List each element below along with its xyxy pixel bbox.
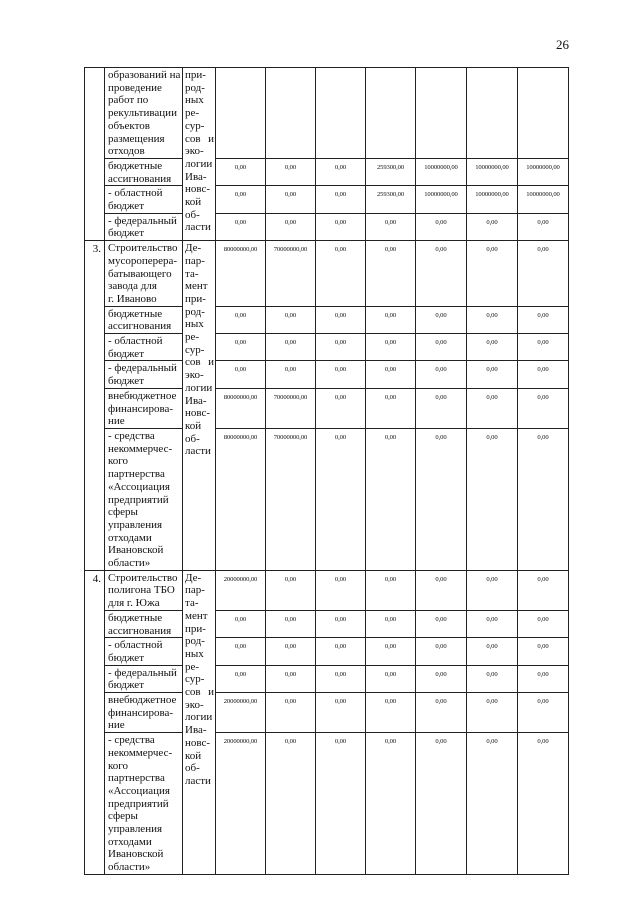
amount-cell (216, 68, 266, 159)
measure-name-cell (105, 186, 183, 213)
amount-cell: 0,00 (316, 428, 366, 570)
measure-name-cell (105, 388, 183, 428)
amount-cell: 0,00 (316, 610, 366, 637)
amount-cell: 0,00 (366, 610, 416, 637)
measure-name-line: бюджетные (108, 307, 163, 320)
amount-cell: 0,00 (467, 334, 518, 361)
amount-cell: 0,00 (467, 570, 518, 610)
amount-cell: 0,00 (316, 306, 366, 333)
amount-cell: 0,00 (366, 733, 416, 875)
amount-cell: 0,00 (366, 241, 416, 307)
measure-name-cell (105, 610, 183, 637)
measure-name-line: для г. Южа (108, 597, 160, 610)
measure-name-line: бюджетные (108, 159, 163, 172)
measure-name-line: - федеральный (108, 362, 177, 375)
measure-name-line: бюджет (108, 227, 144, 240)
amount-cell: 0,00 (366, 388, 416, 428)
executor-line: род- (185, 635, 205, 648)
amount-cell: 0,00 (518, 693, 569, 733)
amount-cell: 0,00 (316, 388, 366, 428)
amount-cell: 0,00 (467, 306, 518, 333)
executor-line: новс- (185, 736, 211, 749)
table-row (85, 158, 569, 185)
executor-line: мент (185, 280, 208, 293)
measure-name-line: рекультивации (108, 107, 177, 120)
amount-cell: 0,00 (416, 693, 467, 733)
amount-cell: 0,00 (518, 361, 569, 388)
executor-line: при- (185, 69, 206, 81)
amount-cell: 0,00 (266, 306, 316, 333)
amount-cell: 0,00 (366, 361, 416, 388)
amount-cell (518, 68, 569, 159)
measure-name-line: сферы (108, 810, 138, 823)
amount-cell: 0,00 (266, 361, 316, 388)
measure-name-line: Строительство (108, 571, 178, 584)
amount-cell: 0,00 (467, 213, 518, 240)
measure-name-line: ассигнования (108, 624, 172, 637)
measure-name-line: некоммерчес- (108, 442, 173, 455)
amount-cell: 259300,00 (366, 186, 416, 213)
amount-cell: 0,00 (416, 306, 467, 333)
executor-line: род- (185, 305, 205, 318)
measure-name-line: сферы (108, 506, 138, 519)
measure-name-cell (105, 638, 183, 665)
measure-name-line: отходами (108, 531, 152, 544)
measure-name-line: кого (108, 455, 129, 468)
amount-cell: 0,00 (416, 570, 467, 610)
amount-cell: 0,00 (366, 638, 416, 665)
table-row (85, 693, 569, 733)
measure-name-line: - областной (108, 335, 163, 348)
budget-table (84, 67, 569, 875)
executor-cell (183, 68, 216, 241)
amount-cell (467, 68, 518, 159)
executor-line: Ива- (185, 724, 207, 737)
executor-line: логии (185, 711, 213, 724)
amount-cell: 0,00 (316, 693, 366, 733)
amount-cell: 0,00 (266, 610, 316, 637)
amount-cell (316, 68, 366, 159)
amount-cell: 0,00 (467, 610, 518, 637)
measure-name-line: внебюджетное (108, 694, 177, 707)
executor-cell (183, 241, 216, 571)
measure-name-line: «Ассоциация (108, 784, 170, 797)
table-row (85, 570, 569, 610)
measure-name-line: отходов (108, 145, 145, 158)
executor-line: ре- (185, 331, 200, 344)
measure-name-cell (105, 733, 183, 875)
measure-name-line: - областной (108, 187, 163, 200)
measure-name-line: финансирова- (108, 402, 174, 415)
measure-name-line: финансирова- (108, 706, 174, 719)
amount-cell: 0,00 (518, 570, 569, 610)
amount-cell: 0,00 (467, 733, 518, 875)
executor-line: род- (185, 81, 205, 94)
measure-name-line: партнерства (108, 468, 165, 481)
amount-cell: 0,00 (518, 241, 569, 307)
measure-name-cell (105, 428, 183, 570)
table-row (85, 306, 569, 333)
measure-name-line: предприятий (108, 493, 169, 506)
amount-cell: 20000000,00 (216, 733, 266, 875)
amount-cell: 0,00 (216, 158, 266, 185)
measure-name-line: ассигнования (108, 320, 172, 333)
amount-cell: 0,00 (518, 213, 569, 240)
measure-name-line: работ по (108, 94, 149, 107)
measure-name-line: Строительство (108, 242, 178, 255)
amount-cell: 10000000,00 (518, 186, 569, 213)
amount-cell: 0,00 (266, 733, 316, 875)
measure-name-cell (105, 570, 183, 610)
measure-name-line: некоммерчес- (108, 746, 173, 759)
amount-cell: 0,00 (266, 638, 316, 665)
measure-name-line: объектов (108, 119, 150, 132)
amount-cell: 0,00 (416, 638, 467, 665)
table-row (85, 665, 569, 692)
executor-line: логии (185, 157, 213, 170)
measure-name-line: ассигнования (108, 172, 172, 185)
measure-name-line: завода для (108, 280, 157, 293)
amount-cell: 0,00 (416, 388, 467, 428)
measure-name-line: партнерства (108, 772, 165, 785)
amount-cell: 0,00 (416, 665, 467, 692)
executor-line: об- (185, 208, 200, 221)
executor-line: пар- (185, 584, 205, 597)
row-number-cell: 3. (85, 241, 105, 571)
amount-cell: 0,00 (366, 213, 416, 240)
executor-line: при- (185, 622, 206, 635)
measure-name-line: кого (108, 759, 129, 772)
measure-name-line: предприятий (108, 797, 169, 810)
amount-cell: 0,00 (216, 638, 266, 665)
amount-cell: 80000000,00 (216, 388, 266, 428)
amount-cell: 0,00 (266, 570, 316, 610)
table-row (85, 610, 569, 637)
amount-cell: 0,00 (316, 665, 366, 692)
measure-name-line: управления (108, 823, 163, 836)
executor-line: ных (185, 94, 204, 107)
executor-line: эко- (185, 369, 204, 382)
amount-cell: 80000000,00 (216, 428, 266, 570)
measure-name-line: области» (108, 557, 151, 570)
measure-name-line: бюджет (108, 200, 144, 213)
executor-line: Де- (185, 242, 202, 255)
measure-name-line: бюджет (108, 679, 144, 692)
amount-cell: 0,00 (216, 361, 266, 388)
measure-name-cell (105, 665, 183, 692)
row-number-cell: 4. (85, 570, 105, 874)
measure-name-line: управления (108, 518, 163, 531)
amount-cell: 0,00 (266, 213, 316, 240)
amount-cell: 0,00 (518, 610, 569, 637)
amount-cell: 0,00 (467, 388, 518, 428)
amount-cell: 0,00 (416, 334, 467, 361)
table-row (85, 428, 569, 570)
amount-cell: 0,00 (216, 334, 266, 361)
executor-line: новс- (185, 183, 211, 196)
executor-line: ласти (185, 445, 211, 458)
amount-cell: 0,00 (316, 241, 366, 307)
amount-cell: 0,00 (366, 428, 416, 570)
measure-name-cell (105, 306, 183, 333)
amount-cell: 0,00 (518, 733, 569, 875)
measure-name-line: «Ассоциация (108, 480, 170, 493)
executor-line: сур- (185, 119, 205, 132)
executor-line: кой (185, 419, 202, 432)
amount-cell: 0,00 (467, 428, 518, 570)
amount-cell: 0,00 (518, 334, 569, 361)
executor-line: сов и (185, 686, 214, 699)
amount-cell: 10000000,00 (467, 158, 518, 185)
measure-name-line: образований на (108, 69, 181, 81)
measure-name-line: Ивановской (108, 544, 164, 557)
table-row (85, 388, 569, 428)
measure-name-line: области» (108, 861, 151, 874)
table-row (85, 186, 569, 213)
amount-cell: 0,00 (216, 186, 266, 213)
measure-name-line: г. Иваново (108, 292, 157, 305)
amount-cell: 0,00 (416, 361, 467, 388)
executor-line: ласти (185, 774, 211, 787)
amount-cell: 0,00 (467, 241, 518, 307)
measure-name-line: отходами (108, 835, 152, 848)
measure-name-cell (105, 68, 183, 159)
executor-cell (183, 570, 216, 874)
executor-line: ласти (185, 221, 211, 234)
amount-cell: 0,00 (216, 610, 266, 637)
amount-cell: 80000000,00 (216, 241, 266, 307)
amount-cell: 0,00 (518, 306, 569, 333)
amount-cell: 0,00 (518, 388, 569, 428)
measure-name-cell (105, 361, 183, 388)
measure-name-cell (105, 334, 183, 361)
amount-cell: 0,00 (266, 158, 316, 185)
executor-line: кой (185, 749, 202, 762)
amount-cell: 0,00 (366, 334, 416, 361)
amount-cell: 0,00 (416, 733, 467, 875)
amount-cell: 10000000,00 (467, 186, 518, 213)
amount-cell: 0,00 (316, 213, 366, 240)
amount-cell: 0,00 (467, 361, 518, 388)
executor-line: ре- (185, 107, 200, 120)
executor-line: Ива- (185, 394, 207, 407)
executor-line: ных (185, 318, 204, 331)
measure-name-line: - средства (108, 429, 155, 442)
table-row (85, 241, 569, 307)
amount-cell: 0,00 (316, 570, 366, 610)
amount-cell (266, 68, 316, 159)
executor-line: при- (185, 292, 206, 305)
executor-line: сур- (185, 343, 205, 356)
measure-name-line: бюджет (108, 651, 144, 664)
measure-name-line: мусороперера- (108, 254, 178, 267)
executor-line: сур- (185, 673, 205, 686)
amount-cell (416, 68, 467, 159)
amount-cell: 0,00 (467, 693, 518, 733)
executor-line: логии (185, 381, 213, 394)
measure-name-line: проведение (108, 81, 162, 94)
amount-cell: 0,00 (266, 186, 316, 213)
table-row (85, 213, 569, 240)
amount-cell: 0,00 (416, 610, 467, 637)
amount-cell: 0,00 (416, 241, 467, 307)
amount-cell: 0,00 (316, 361, 366, 388)
measure-name-line: - областной (108, 639, 163, 652)
amount-cell: 0,00 (316, 334, 366, 361)
executor-line: ных (185, 647, 204, 660)
executor-line: эко- (185, 145, 204, 158)
measure-name-line: батывающего (108, 267, 172, 280)
page-number: 26 (556, 37, 569, 52)
executor-line: новс- (185, 407, 211, 420)
measure-name-cell (105, 158, 183, 185)
amount-cell: 0,00 (416, 428, 467, 570)
executor-line: пар- (185, 254, 205, 267)
amount-cell: 0,00 (216, 306, 266, 333)
amount-cell: 0,00 (366, 665, 416, 692)
measure-name-line: Ивановской (108, 848, 164, 861)
executor-line: та- (185, 267, 199, 280)
amount-cell: 70000000,00 (266, 241, 316, 307)
amount-cell: 259300,00 (366, 158, 416, 185)
executor-line: Ива- (185, 170, 207, 183)
amount-cell: 0,00 (316, 158, 366, 185)
amount-cell: 0,00 (216, 665, 266, 692)
measure-name-line: бюджет (108, 375, 144, 388)
measure-name-line: полигона ТБО (108, 584, 175, 597)
measure-name-line: бюджетные (108, 611, 163, 624)
amount-cell: 0,00 (467, 638, 518, 665)
measure-name-line: внебюджетное (108, 389, 177, 402)
measure-name-cell (105, 213, 183, 240)
executor-line: сов и (185, 356, 214, 369)
executor-line: сов и (185, 132, 214, 145)
amount-cell: 70000000,00 (266, 388, 316, 428)
amount-cell: 70000000,00 (266, 428, 316, 570)
amount-cell: 0,00 (366, 693, 416, 733)
amount-cell: 0,00 (266, 334, 316, 361)
table-row (85, 638, 569, 665)
amount-cell: 0,00 (518, 665, 569, 692)
measure-name-line: - федеральный (108, 214, 177, 227)
amount-cell: 0,00 (266, 665, 316, 692)
measure-name-cell (105, 241, 183, 307)
executor-line: мент (185, 609, 208, 622)
row-number-cell (85, 68, 105, 241)
executor-line: та- (185, 597, 199, 610)
executor-line: об- (185, 432, 200, 445)
measure-name-line: размещения (108, 132, 165, 145)
amount-cell: 10000000,00 (518, 158, 569, 185)
table-row (85, 334, 569, 361)
amount-cell: 0,00 (518, 638, 569, 665)
amount-cell: 0,00 (467, 665, 518, 692)
amount-cell: 10000000,00 (416, 158, 467, 185)
amount-cell: 0,00 (316, 733, 366, 875)
amount-cell: 20000000,00 (216, 693, 266, 733)
executor-line: эко- (185, 698, 204, 711)
executor-line: кой (185, 196, 202, 209)
amount-cell: 0,00 (316, 638, 366, 665)
amount-cell (366, 68, 416, 159)
measure-name-line: - федеральный (108, 666, 177, 679)
table-row (85, 733, 569, 875)
amount-cell: 0,00 (366, 570, 416, 610)
amount-cell: 0,00 (266, 693, 316, 733)
table-row (85, 361, 569, 388)
amount-cell: 0,00 (316, 186, 366, 213)
measure-name-line: ние (108, 719, 125, 732)
amount-cell: 0,00 (518, 428, 569, 570)
executor-line: об- (185, 762, 200, 775)
table-row (85, 68, 569, 159)
executor-line: Де- (185, 571, 202, 584)
measure-name-line: ние (108, 415, 125, 428)
executor-line: ре- (185, 660, 200, 673)
measure-name-line: бюджет (108, 347, 144, 360)
amount-cell: 20000000,00 (216, 570, 266, 610)
amount-cell: 0,00 (416, 213, 467, 240)
measure-name-line: - средства (108, 734, 155, 747)
measure-name-cell (105, 693, 183, 733)
amount-cell: 0,00 (216, 213, 266, 240)
amount-cell: 10000000,00 (416, 186, 467, 213)
amount-cell: 0,00 (366, 306, 416, 333)
